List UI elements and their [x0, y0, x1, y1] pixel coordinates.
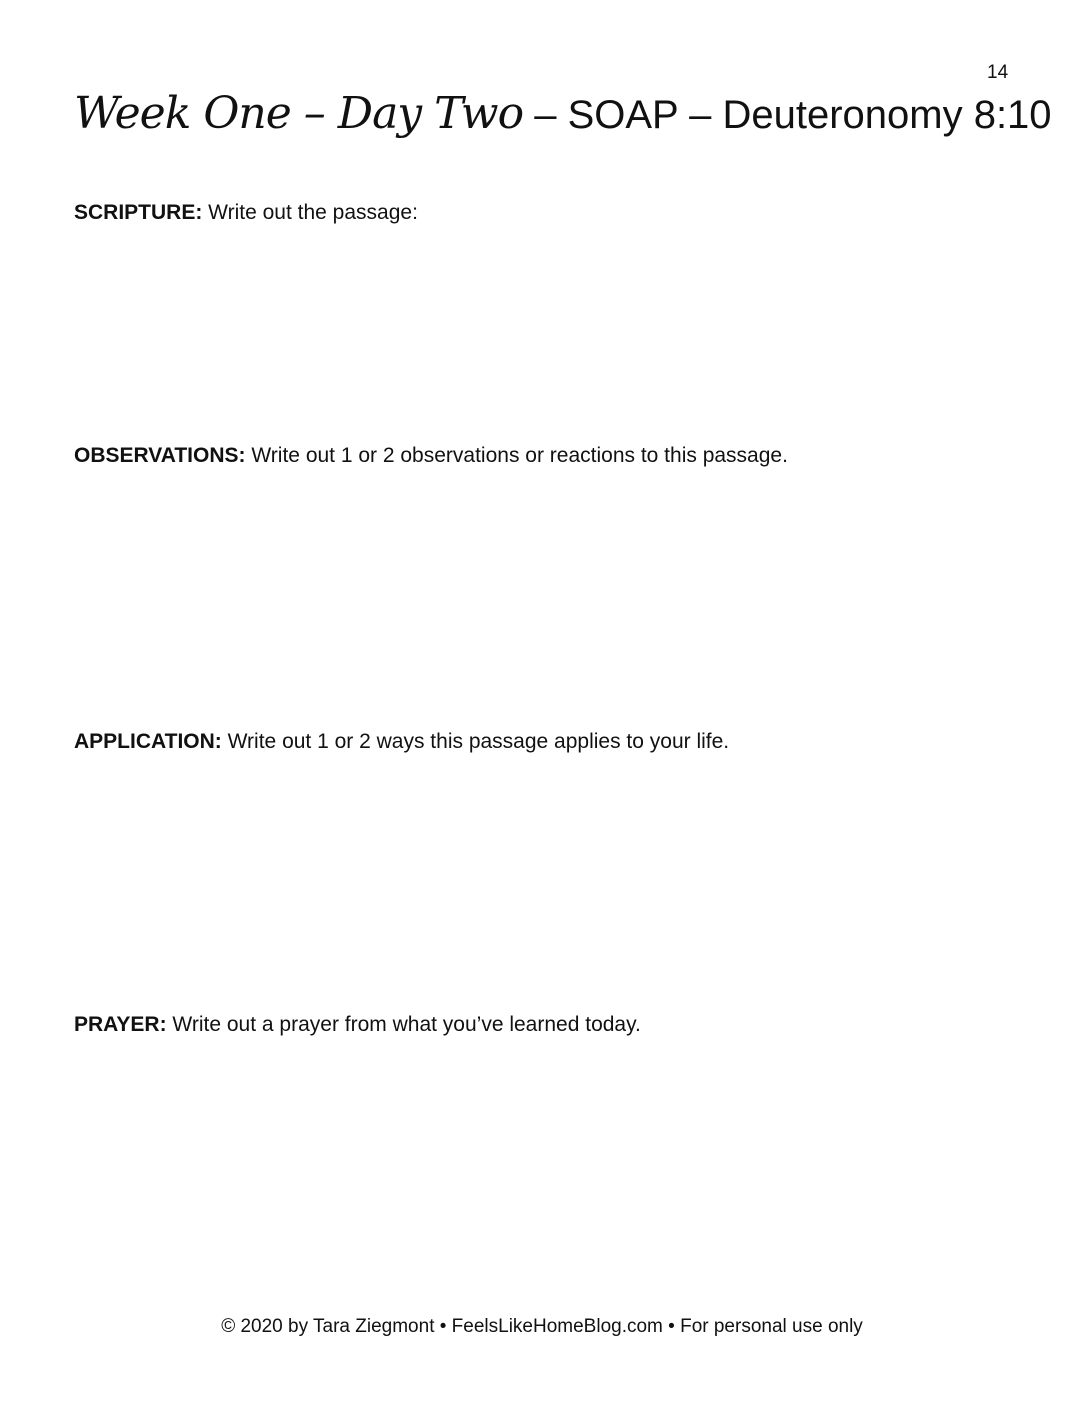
section-prompt: Write out 1 or 2 observations or reactions to this passage. [245, 444, 788, 467]
footer-copyright: © 2020 by Tara Ziegmont • FeelsLikeHomeBlog.com • For personal use only [221, 1316, 863, 1337]
section-label: OBSERVATIONS: [74, 444, 246, 467]
title-script-part: Week One – Day Two [74, 88, 524, 139]
page-title [74, 88, 1052, 139]
title-separator: – [523, 93, 568, 137]
page-number: 14 [987, 62, 1009, 83]
section-label: SCRIPTURE: [74, 201, 203, 224]
section-label: APPLICATION: [74, 730, 222, 753]
title-plain-part: SOAP – Deuteronomy 8:10 [567, 93, 1052, 137]
section-prompt: Write out a prayer from what you’ve learned today. [166, 1013, 641, 1036]
section-label: PRAYER: [74, 1013, 167, 1036]
section-observations [74, 444, 788, 468]
section-prompt: Write out the passage: [202, 201, 418, 224]
section-scripture [74, 201, 418, 225]
section-prompt: Write out 1 or 2 ways this passage applies to your life. [221, 730, 730, 753]
section-application [74, 730, 729, 754]
section-prayer [74, 1013, 641, 1037]
